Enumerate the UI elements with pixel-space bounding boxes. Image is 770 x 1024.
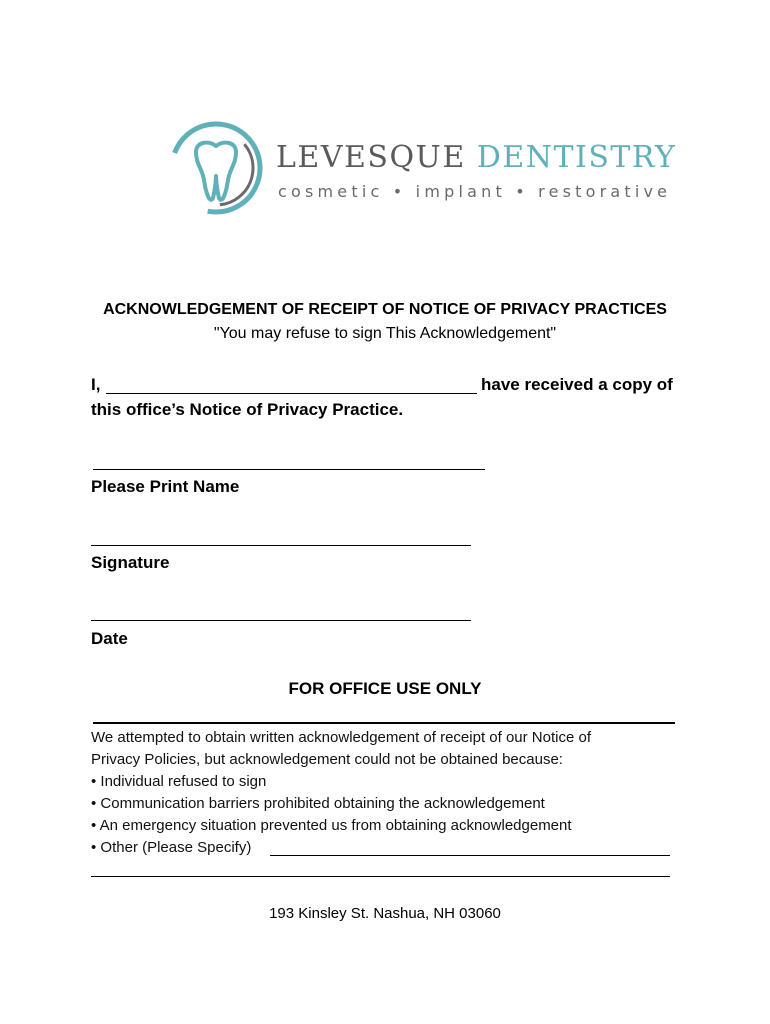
statement-prefix: I, xyxy=(91,375,101,394)
date-line[interactable] xyxy=(91,620,471,621)
practice-name xyxy=(276,140,676,176)
signature-label: Signature xyxy=(91,553,170,572)
practice-name-part2: DENTISTRY xyxy=(476,140,677,175)
form-title: ACKNOWLEDGEMENT OF RECEIPT OF NOTICE OF PRIVACY PRACTICES xyxy=(103,301,667,318)
office-intro-line-2: Privacy Policies, but acknowledgement could not be obtained because: xyxy=(91,751,563,768)
print-name-line[interactable] xyxy=(93,469,485,470)
other-specify-line[interactable] xyxy=(270,855,670,856)
form-subtitle: "You may refuse to sign This Acknowledgement" xyxy=(213,325,557,342)
reason-communication: • Communication barriers prohibited obtaining the acknowledgement xyxy=(91,795,545,812)
reason-emergency: • An emergency situation prevented us from obtaining acknowledgement xyxy=(91,817,572,834)
statement-line-2: this office’s Notice of Privacy Practice. xyxy=(91,400,404,419)
office-use-heading: FOR OFFICE USE ONLY xyxy=(288,679,482,698)
office-address: 193 Kinsley St. Nashua, NH 03060 xyxy=(269,905,501,922)
name-blank-line[interactable] xyxy=(106,393,477,394)
other-specify-line-2[interactable] xyxy=(91,876,670,877)
office-intro-line-1: We attempted to obtain written acknowledgement of receipt of our Notice of xyxy=(91,729,591,746)
practice-name-part1: LEVESQUE xyxy=(276,140,466,175)
office-use-divider xyxy=(93,722,675,724)
reason-other: • Other (Please Specify) xyxy=(91,839,252,856)
signature-line[interactable] xyxy=(91,545,471,546)
statement-suffix: have received a copy of xyxy=(481,375,673,394)
tooth-icon xyxy=(166,118,266,218)
print-name-label: Please Print Name xyxy=(91,477,240,496)
reason-refused: • Individual refused to sign xyxy=(91,773,267,790)
statement-line-1 xyxy=(91,374,100,396)
practice-tagline: cosmetic • implant • restorative xyxy=(278,182,672,201)
practice-logo xyxy=(166,118,677,226)
date-label: Date xyxy=(91,629,128,648)
